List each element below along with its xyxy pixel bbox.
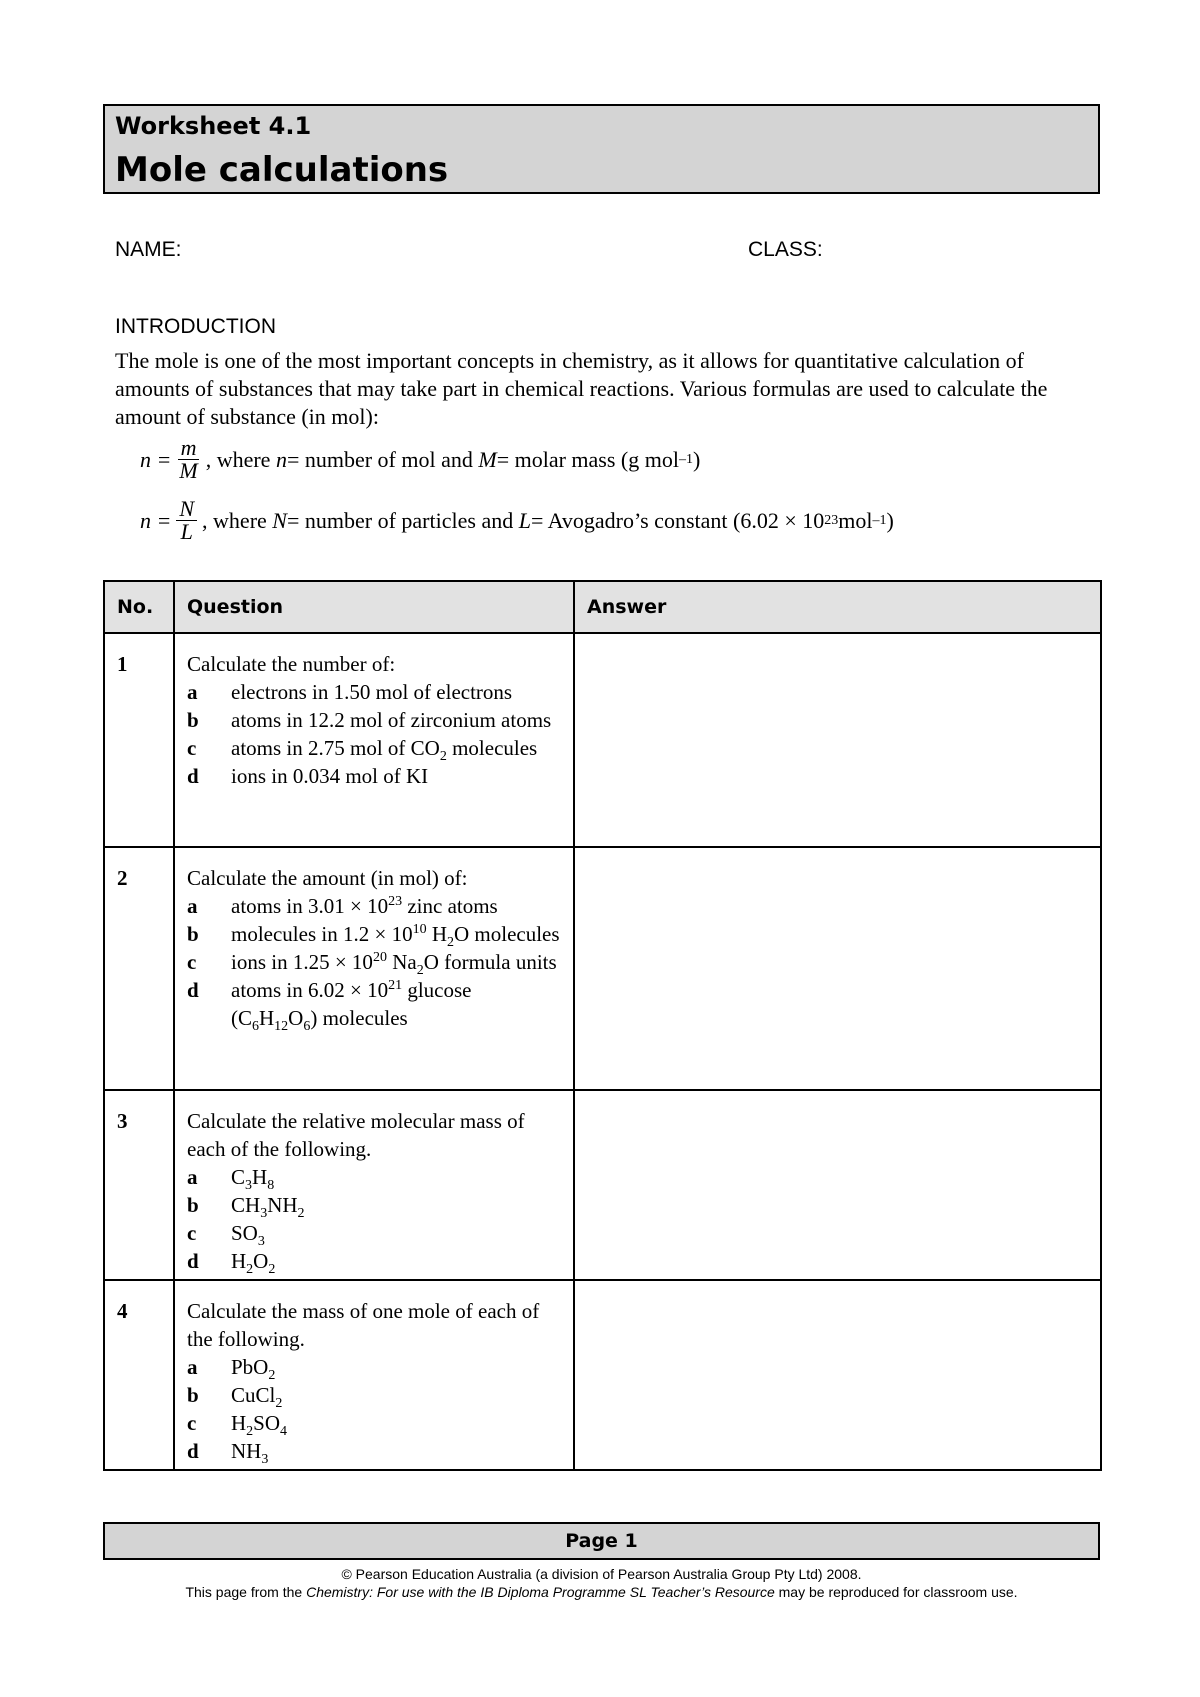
answer-3[interactable] [574, 1090, 1101, 1280]
page-title: Mole calculations [115, 150, 449, 190]
name-label: NAME: [115, 238, 182, 261]
worksheet-header [103, 104, 1100, 194]
question-2: Calculate the amount (in mol) of: a atoms in $3.01 \times 10^{23}$ zinc atoms b molecules in $1.2 \times 10^{10}$ $H_2O$ molecules c ions in $1.25 \times 10^{20}$ $Na_2O$ formula units d atoms in $6.02 \times 10^{21}$ glucose $(C_6H_{12}O_6)$ molecules [174, 847, 574, 1090]
formula-particles: n = $\frac{N}{L}$ , where N = number of particles and L = Avogadro’s constant (6.02 × 10 23 mol –1 ) [140, 496, 894, 544]
table-row [104, 1280, 1101, 1470]
introduction-heading: INTRODUCTION [115, 315, 276, 338]
question-number: 4 [104, 1280, 174, 1470]
question-number: 3 [104, 1090, 174, 1280]
question-3: Calculate the relative molecular mass of each of the following. a $C_3H_8$ b $CH_3NH_2$ c $SO_3$ d $H_2O_2$ [174, 1090, 574, 1280]
page-number: Page 1 [103, 1522, 1100, 1560]
header-question: Question [174, 581, 574, 633]
worksheet-label: Worksheet 4.1 [115, 112, 312, 140]
header-no: No. [104, 581, 174, 633]
answer-1[interactable] [574, 633, 1101, 847]
table-row [104, 1090, 1101, 1280]
table-header-row [104, 581, 1101, 633]
question-number: 2 [104, 847, 174, 1090]
table-row [104, 847, 1101, 1090]
questions-table [103, 580, 1102, 1471]
question-4: Calculate the mass of one mole of each of the following. a PbO$_2$ b CuCl$_2$ c $H_2SO_4$ d $NH_3$ [174, 1280, 574, 1470]
answer-2[interactable] [574, 847, 1101, 1090]
formula-mass: n = $\frac{m}{M}$ , where n = number of mol and M = molar mass (g mol –1 ) [140, 435, 701, 483]
answer-4[interactable] [574, 1280, 1101, 1470]
introduction-text: The mole is one of the most important concepts in chemistry, as it allows for quantitative calculation of amounts of substances that may take part in chemical reactions. Various formulas are used to calculate the amount of substance (in mol): [115, 348, 1048, 429]
question-1: Calculate the number of: a electrons in 1.50 mol of electrons b atoms in 12.2 mol of zirconium atoms c atoms in 2.75 mol of $CO_2$ molecules d ions in 0.034 mol of KI [174, 633, 574, 847]
copyright: © Pearson Education Australia (a division of Pearson Australia Group Pty Ltd) 2008. [341, 1566, 862, 1582]
question-number: 1 [104, 633, 174, 847]
table-row [104, 633, 1101, 847]
reproduction-notice: This page from the Chemistry: For use with the IB Diploma Programme SL Teacher’s Resource may be reproduced for classroom use. [185, 1584, 1018, 1600]
class-label: CLASS: [748, 238, 823, 261]
header-answer: Answer [574, 581, 1101, 633]
